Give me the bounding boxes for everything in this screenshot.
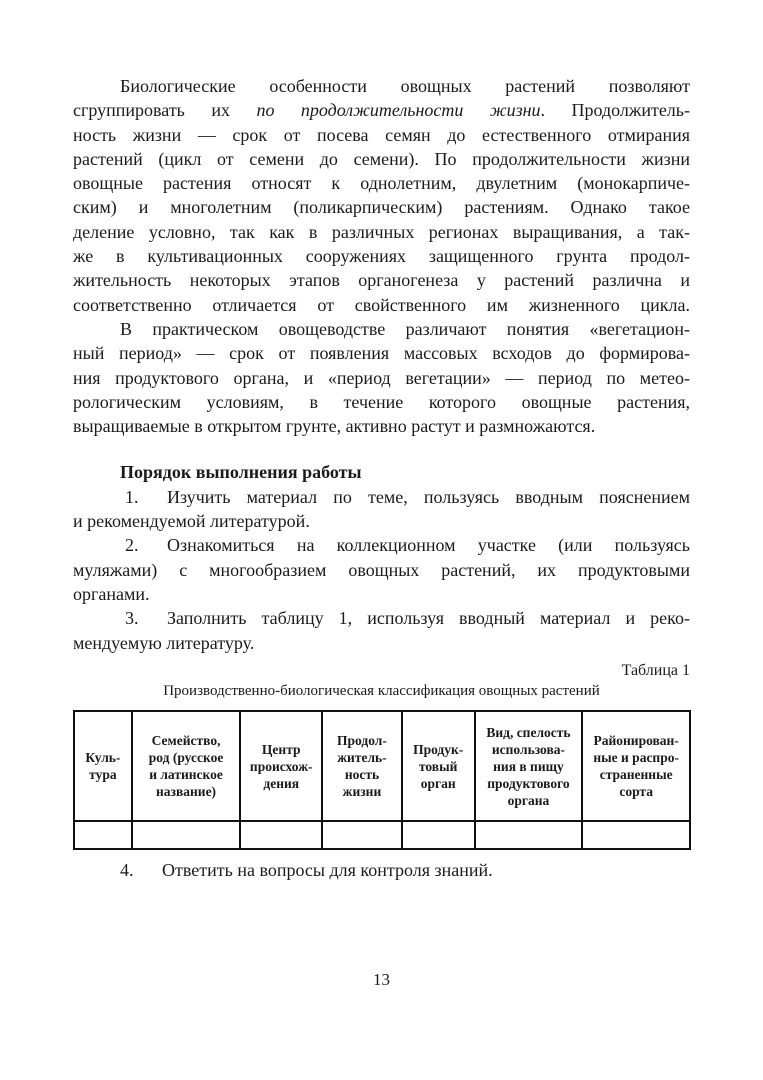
table-label: Таблица 1 <box>621 662 690 679</box>
classification-table <box>73 710 691 850</box>
body-text <box>73 74 690 655</box>
item-number: 2. <box>125 535 139 556</box>
page-number: 13 <box>373 970 390 989</box>
header-product-organ: Продук- товый орган <box>402 711 475 821</box>
table-row <box>74 821 690 849</box>
p1-line: соответственно отличается от свойственного им жизненного цикла. <box>73 294 690 315</box>
procedure-item-2-cont: муляжами) с многообразием овощных растений, их продуктовыми <box>73 559 690 580</box>
item-number: 1. <box>125 486 139 507</box>
table-cell <box>132 821 241 849</box>
header-varieties: Районирован- ные и распро- страненные сорта <box>582 711 690 821</box>
procedure-item-3-cont: мендуемую литературу. <box>73 632 255 653</box>
p1-line: Биологические особенности овощных растений позволяют <box>120 76 690 96</box>
header-lifespan: Продол- житель- ность жизни <box>322 711 402 821</box>
procedure-heading: Порядок выполнения работы <box>120 462 362 483</box>
table-cell <box>475 821 583 849</box>
p1-line <box>73 98 690 122</box>
table-header-row <box>74 711 690 821</box>
item-text: Ознакомиться на коллекционном участке (или пользуясь <box>167 535 690 556</box>
item-number: 4. <box>120 860 134 880</box>
p1-line: жительность некоторых этапов органогенеза у растений различна и <box>73 270 690 291</box>
p2-line: выращиваемые в открытом грунте, активно растут и размножаются. <box>73 416 596 437</box>
item-text: Заполнить таблицу 1, используя вводный материал и реко- <box>167 608 690 629</box>
table-caption: Производственно-биологическая классификация овощных растений <box>163 683 600 699</box>
table-cell <box>322 821 402 849</box>
header-culture: Куль- тура <box>74 711 132 821</box>
p2-line: ный период» — срок от появления массовых всходов до формирова- <box>73 343 690 364</box>
header-origin: Центр происхож- дения <box>240 711 322 821</box>
p1-text: сгруппировать их <box>73 100 257 121</box>
p1-text: . Продолжитель- <box>540 100 690 121</box>
p2-line: ния продуктового органа, и «период вегетации» — период по метео- <box>73 367 690 388</box>
procedure-item-4 <box>120 860 493 881</box>
p1-line: ским) и многолетним (поликарпическим) растениям. Однако такое <box>73 197 690 218</box>
p1-line: же в культивационных сооружениях защищенного грунта продол- <box>73 246 690 267</box>
table-cell <box>582 821 690 849</box>
header-family: Семейство, род (русское и латинское название) <box>132 711 241 821</box>
table-cell <box>402 821 475 849</box>
p1-line: растений (цикл от семени до семени). По продолжительности жизни <box>73 148 690 169</box>
item-text: Ответить на вопросы для контроля знаний. <box>162 860 493 880</box>
table-cell <box>74 821 132 849</box>
p2-line: В практическом овощеводстве различают понятия «вегетацион- <box>120 318 690 339</box>
p2-line: рологическим условиям, в течение которого овощные растения, <box>73 391 690 412</box>
procedure-item-3 <box>73 606 690 630</box>
procedure-item-2-cont: органами. <box>73 583 150 604</box>
procedure-item-2 <box>73 533 690 557</box>
item-number: 3. <box>125 608 139 629</box>
header-ripeness: Вид, спелость использова- ния в пищу продуктового органа <box>475 711 583 821</box>
item-text: Изучить материал по теме, пользуясь вводным пояснением <box>167 486 690 507</box>
p1-line: ность жизни — срок от посева семян до естественного отмирания <box>73 124 690 145</box>
p1-italic: по продолжительности жизни <box>256 100 541 121</box>
procedure-item-1 <box>73 485 690 509</box>
p1-line: деление условно, так как в различных регионах выращивания, а так- <box>73 221 690 242</box>
table-cell <box>240 821 322 849</box>
procedure-item-1-cont: и рекомендуемой литературой. <box>73 511 310 532</box>
p1-line: овощные растения относят к однолетним, двулетним (монокарпиче- <box>73 173 690 194</box>
